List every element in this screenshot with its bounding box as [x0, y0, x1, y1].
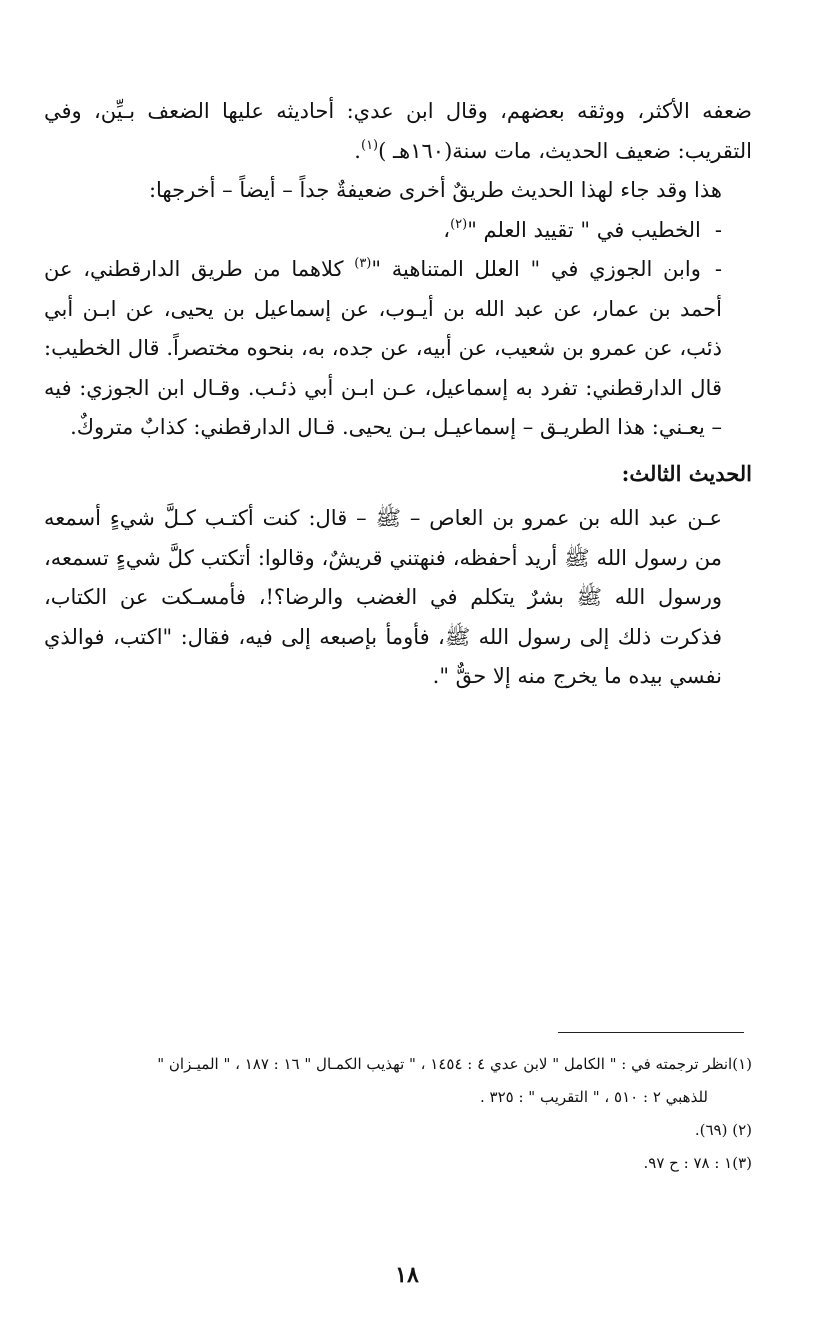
- section-heading: [44, 454, 752, 494]
- bullet-1-text: الخطيب في " تقييد العلم ": [467, 217, 701, 242]
- footnote-3-text: (٣)١ : ٧٨ : ح ٩٧.: [643, 1154, 752, 1172]
- footnote-1-continued: [44, 1081, 752, 1114]
- footnote-3: [44, 1147, 752, 1180]
- bullet-item-ibn-jawzi: [44, 250, 752, 448]
- main-text-block: [44, 92, 752, 697]
- paragraph-1-end: .: [354, 138, 361, 163]
- paragraph-3-text: عـن عبد الله بن عمرو بن العاص – ﷺ – قال: كنت أكتـب كـلَّ شيءٍ أسمعه من رسول الله ﷺ أريد أحفظه، فنهتني قريشٌ، وقالوا: أتكتب كلَّ شيءٍ تسمعه، ورسول الله ﷺ بشرٌ يتكلم في الغضب والرضا؟!، فأمسـكت عن الكتاب، فذكرت ذلك إلى رسول الله ﷺ، فأومأ بإصبعه إلى فيه، فقال: "اكتب، فوالذي نفسي بيده ما يخرج منه إلا حقٌّ ".: [44, 506, 722, 688]
- footnote-1: [44, 1048, 752, 1081]
- paragraph-1: [44, 92, 752, 171]
- paragraph-1-text: ضعفه الأكثر، ووثقه بعضهم، وقال ابن عدي: أحاديثه عليها الضعف بـيِّن، وفي التقريب: ضعيف الحديث، مات سنة(١٦٠هـ ): [44, 99, 752, 163]
- footnote-ref-2: (٢): [450, 216, 468, 232]
- footnote-separator: [558, 1032, 744, 1033]
- bullet-dash: -: [714, 257, 722, 281]
- footnote-1-line-2: للذهبي ٢ : ٥١٠ ، " التقريب " : ٣٢٥ .: [479, 1088, 708, 1106]
- paragraph-2-text: هذا وقد جاء لهذا الحديث طريقٌ أخرى ضعيفةٌ جداً – أيضاً – أخرجها:: [148, 178, 722, 202]
- bullet-1-end: ،: [443, 217, 451, 242]
- footnote-1-line-1: (١)انظر ترجمته في : " الكامل " لابن عدي ٤ : ١٤٥٤ ، " تهذيب الكمـال " ١٦ : ١٨٧ ، " الميـزان ": [157, 1055, 752, 1073]
- bullet-item-khatib: [44, 211, 752, 251]
- footnote-2-text: (٢) (٦٩).: [694, 1121, 752, 1139]
- bullet-2-text: وابن الجوزي في " العلل المتناهية ": [371, 257, 701, 281]
- bullet-2-rest: كلاهما من طريق الدارقطني، عن أحمد بن عمار، عن عبد الله بن أيـوب، عن إسماعيل بن يحيى، عن ابـن أبي ذئب، عن عمرو بن شعيب، عن أبيه، عن جده، به، بنحوه مختصراً. قال الخطيب: قال الدارقطني: تفرد به إسماعيل، عـن ابـن أبي ذئـب. وقـال ابن الجوزي: فيه – يعـني: هذا الطريـق – إسماعيـل بـن يحيى. قـال الدارقطني: كذابٌ متروكٌ.: [44, 257, 722, 439]
- page-number: ١٨: [395, 1262, 419, 1288]
- footnote-ref-3: (٣): [354, 256, 372, 271]
- section-heading-text: الحديث الثالث:: [621, 460, 752, 486]
- footnote-ref-1: (١): [360, 137, 379, 153]
- bullet-dash: -: [714, 217, 722, 242]
- paragraph-3: [44, 499, 752, 697]
- paragraph-2: [44, 171, 752, 211]
- footnote-2: [44, 1114, 752, 1147]
- footnotes-block: [44, 1048, 752, 1180]
